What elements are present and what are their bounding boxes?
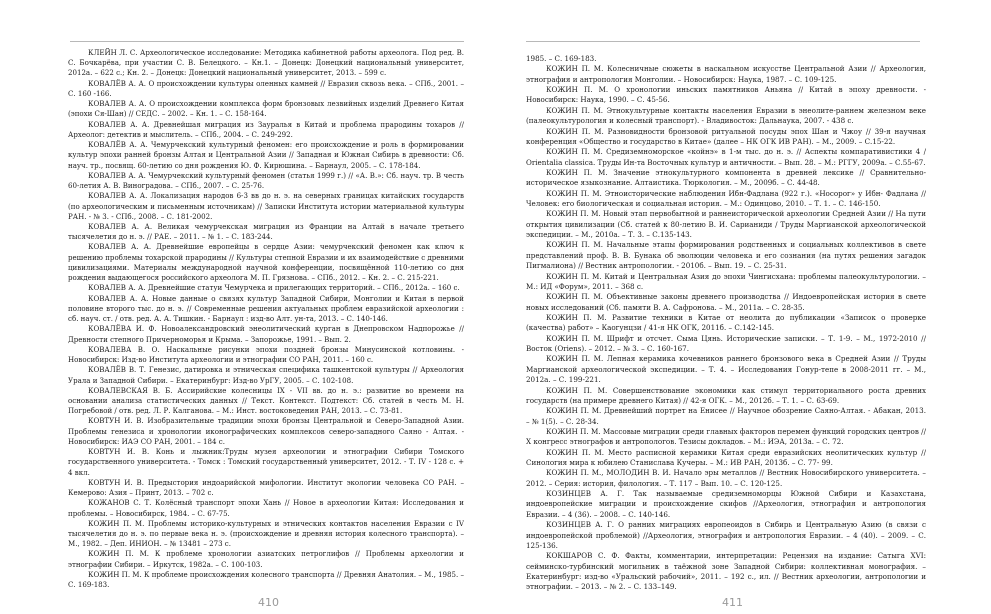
bibliography-entry: КОВАЛЕВ А. А. Локализация народов 6-3 вв до н. э. на северных границах китайских государств (по археологическим и письменным источникам) // Записки Института истории материальной культуры РАН. - № 3. - СПб., 2008. – С. 181-2002. <box>68 191 464 221</box>
bibliography-entry: КОВАЛЕВ А. А. О происхождении комплекса форм бронзовых лезвийных изделий Древнего Китая (эпохи Ся-Шан) // СЕДС. – 2002. – Кн. 1. – С. 158-164. <box>68 99 464 119</box>
bibliography-entry: КОВАЛЁВ А. А. Чемурчекский культурный феномен: его происхождение и роль в формировании культур эпохи ранней бронзы Алтая и Центральной Азии // Западная и Южная Сибирь в древности: Сб. науч. тр., посвящ. 60-летию со дня рождения Ю. Ф. Кирюшина. – Барнаул, 2005. – С. 178-184. <box>68 140 464 170</box>
bibliography-entry: КОВАЛЕВ А. А. Древнейшие европейцы в сердце Азии: чемурчекский феномен как ключ к решению проблемы тохарской прародины // Культуры степной Евразии и их взаимодействие с древними цивилизациями. Материалы международной научной конференции, посвящённой 110-летию со дня рождения выдающегося российского археолога М. П. Грязнова. – СПб., 2012. – Кн. 2. – С. 215-221. <box>68 242 464 283</box>
bibliography-entry: КОВТУН И. В. Конь и лыжник:Труды музея археологии и этнографии Сибири Томского государственного университета. - Томск : Томский государственный университет, 2012. - Т. IV - 128 с. + 4 вкл. <box>68 447 464 477</box>
right-page <box>496 0 991 614</box>
bibliography-entry: КОЖИН П. М. К проблеме происхождения колесного транспорта // Древняя Анатолия. – М., 1985. – С. 169-183. <box>68 569 464 590</box>
bibliography-entry: КОВАЛЕВ А. А. Древнейшая миграция из Зауралья в Китай и проблема прародины тохаров // Археолог: детектив и мыслитель. – СПб., 2004. – С. 249-292. <box>68 119 464 139</box>
left-page <box>0 0 495 614</box>
bibliography-entry: КОЖИН П. М. Место расписной керамики Китая среди евразийских неолитических культур // Синология мира к юбилею Станислава Кучеры. – М.: ИВ РАН, 2013б. – С. 77- 99. <box>526 447 926 468</box>
bibliography-entry: КОЖИН П. М. Китай и Центральная Азия до эпохи Чингисхана: проблемы палеокультурологии. – М.: ИД «Форум», 2011. – 368 с. <box>526 271 926 291</box>
bibliography-entry: КОВТУН И. В. Предыстория индоарийской мифологии. Институт экологии человека СО РАН. – Кемерово: Азия – Принт, 2013. – 702 с. <box>68 477 464 498</box>
bibliography-entry: КОВАЛЕВ А. А. Древнейшие статуи Чемурчека и прилегающих территорий. – СПб., 2012а. – 160 с. <box>88 283 460 293</box>
bibliography-entry: КОЖИН П. М. Этноисторические наблюдения Ибн-Фадлана (922 г.). «Носорог» у Ибн- Фадлана // Человек: его биологическая и социальная история. – М.: Одинцово, 2010. – Т. 1. – С. 146-150. <box>526 188 926 209</box>
bibliography-entry: КОВАЛЁВА И. Ф. Новоалександровский энеолитический курган в Днепровском Надпорожье // Древности степного Причерноморья и Крыма. – Запорожье, 1991. – Вып. 2. <box>68 324 464 344</box>
bibliography-entry: КОЖИН П. М. Проблемы историко-культурных и этнических контактов населения Евразии с IV тысячелетия до н. э. по первые века н. э. (происхождение и древняя история колесного транспорта). – М., 1982. – Деп. ИНИОН. – № 13481 – 273 с. <box>68 518 464 549</box>
bibliography-entry: КОЖИН П. М. Лепная керамика кочевников раннего бронзового века в Средней Азии // Труды Маргианской археологической экспедиции. – Т. 4. – Исследования Гонур-тепе в 2008-2011 гг. – М., 2012а. – С. 199-221. <box>526 354 926 385</box>
bibliography-entry: КОЗИНЦЕВ А. Г. Так называемые средиземноморцы Южной Сибири и Казахстана, индоевропейские миграции и происхождение скифов //Археология, этнография и антропология Евразии. – 4 (36). – 2008. – С. 140-146. <box>526 489 926 519</box>
page-number: 410 <box>258 596 279 609</box>
bibliography-entry: КОЖИН П. М. Этнокультурные контакты населения Евразии в энеолите-раннем железном веке (палеокультурология и колесный транспорт). - Владивосток: Дальнаука, 2007. - 438 с. <box>526 105 926 126</box>
bibliography-entry: КОКШАРОВ С. Ф. Факты, комментарии, интерпретации: Рецензия на издание: Сатыга XVI: сейминско-турбинский могильник в таёжной зоне Западной Сибири: коллективная монография. – Екатеринбург: изд-во «Уральский рабочий», 2011. – 192 с., ил. // Вестник археологии, антропологии и этнографии. – 2013. – № 2. – С. 133–149. <box>526 551 926 592</box>
bibliography-entry: КОВАЛЁВ В. Т. Генезис, датировка и этническая специфика ташкентской культуры // Археология Урала и Западной Сибири. – Екатеринбург: Изд-во УрГУ, 2005. – С. 102-108. <box>68 365 464 385</box>
continued-entry: 1985. – С. 169-183. <box>526 54 597 63</box>
bibliography-entry: КОЖИН П. М. К проблеме хронологии азиатских петроглифов // Проблемы археологии и этнографии Сибири. – Иркутск, 1982а. – С. 100-103. <box>68 549 464 569</box>
bibliography-entry: КОВАЛЕВ А. А. Великая чемурчекская миграция из Франции на Алтай в начале третьего тысячелетия до н. э. // РАЕ. – 2011. – № 1. – С. 183-244. <box>68 221 464 242</box>
bibliography-entry: КОЖИН П. М. Средиземноморское «койнэ» в 1-м тыс. до н. э. // Аспекты компаративистики 4 / Orientalia classica. Труды Ин-та Восточных культур и античности. – Вып. 28. – М.: РГГУ, 2009а. – С.55-67. <box>526 147 926 167</box>
bibliography-entry: КОЖИН П. М. Древнейший портрет на Енисее // Научное обозрение Саяно-Алтая. - Абакан, 2013. – № 1(5). – С. 28-34. <box>526 406 926 426</box>
bibliography-entry: КОЖИН П. М., МОЛОДИН В. И. Начало эры металлов // Вестник Новосибирского университета. – 2012. – Серия: история, филология. – Т. 117 – Вып. 10. – С. 120-125. <box>526 468 926 488</box>
header-rule <box>526 41 920 42</box>
bibliography-column <box>526 54 926 600</box>
bibliography-entry: КОЗИНЦЕВ А. Г. О ранних миграциях европеоидов в Сибирь и Центральную Азию (в связи с индоевропейской проблемой) //Археология, этнография и антропология Евразии. – 4 (40). – 2009. – С. 125-136. <box>526 520 926 550</box>
bibliography-entry: КОЖИН П. М. Совершенствование экономики как стимул территориального роста древних государств (на примере древнего Китая) // 42-я ОГК. – М., 2012б. – Т. 1. – С. 63-69. <box>526 385 926 405</box>
bibliography-entry: КОЖИН П. М. Шрифт и отсчет. Сыма Цянь. Исторические записки. – Т. 1-9. – М., 1972-2010 // Восток (Oriens). – 2012. – № 3. – С. 160-167. <box>526 333 926 354</box>
header-rule <box>70 41 464 42</box>
bibliography-entry: КОЖАНОВ С. Т. Колёсный транспорт эпохи Хань // Новое в археологии Китая: Исследования и проблемы. – Новосибирск, 1984. – С. 67-75. <box>68 498 464 518</box>
bibliography-entry: КОЖИН П. М. Массовые миграции среди главных факторов перемен функций городских центров // Х конгресс этнографов и антропологов. Тезисы докладов. – М.: ИЭА, 2013а. – С. 72. <box>526 426 926 447</box>
bibliography-entry: КОЖИН П. М. О хронологии иньских памятников Аньяна // Китай в эпоху древности. - Новосибирск: Наука, 1990. – С. 45-56. <box>526 85 926 105</box>
bibliography-entry: КОЖИН П. М. Начальные этапы формирования родственных и социальных коллективов в свете представлений проф. В. В. Бунака об эволюции человека и его сознания (на путях решения загадок Пигмалиона) // Вестник антропологии. - 2010б. – Вып. 19. – С. 25-31. <box>526 240 926 271</box>
bibliography-entry: КЛЕЙН Л. С. Археологическое исследование: Методика кабинетной работы археолога. Под ред. В. С. Бочкарёва, при участии С. В. Белецкого. – Кн.1. – Донецк: Донецкий национальный университет, 2012а. – 622 с.; Кн. 2. – Донецк: Донецкий национальный университет, 2013. – 599 с. <box>68 48 464 78</box>
bibliography-entry: КОЖИН П. М. Колесничные сюжеты в наскальном искусстве Центральной Азии // Археология, этнография и антропология Монголии. – Новосибирск: Наука, 1987. – С. 109-125. <box>526 64 926 84</box>
bibliography-entry: КОЖИН П. М. Новый этап первобытной и раннеисторической археологии Средней Азии // На пути открытия цивилизации (Сб. статей к 80-летию В. И. Сарианиди / Труды Маргианской археологической экспедиции. – М., 2010а. – Т. 3. – С.135-143. <box>526 209 926 240</box>
bibliography-entry: КОЖИН П. М. Объективные законы древнего производства // Индоевропейская история в свете новых исследований (Сб. памяти В. А. Сафронова. – М., 2011а. – С. 28-35. <box>526 292 926 312</box>
page-number: 411 <box>722 596 743 609</box>
bibliography-entry: КОВАЛЕВА В. О. Наскальные рисунки эпохи поздней бронзы Минусинской котловины. - Новосибирск: Изд-во Института археологии и этнографии СО РАН, 2011. – 160 с. <box>68 344 464 365</box>
bibliography-entry: КОВАЛЕВСКАЯ В. Б. Ассирийские колесницы IX - VII вв. до н. э.: развитие во времени на основании анализа статистических данных // Текст. Контекст. Подтекст: Сб. статей в честь М. Н. Погребовой / отв. ред. Л. Р. Калганова. – М.: Инст. востоковедения РАН, 2013. – С. 73-81. <box>68 385 464 416</box>
bibliography-entry: КОВАЛЁВ А. А. О происхождении культуры оленных камней // Евразия сквозь века. – СПб., 2001. – С. 160 -166. <box>68 78 464 98</box>
bibliography-column <box>68 48 464 598</box>
bibliography-entry: КОВАЛЕВ А. А. Чемурчекский культурный феномен (статья 1999 г.) // «А. В.»: Сб. науч. тр. В честь 60-летия А. В. Виноградова. – СПб., 2007. – С. 25-76. <box>68 170 464 191</box>
bibliography-entry: КОВАЛЕВ А. А. Новые данные о связях культур Западной Сибири, Монголии и Китая в первой половине второго тыс. до н. э. // Современные решения актуальных проблем евразийской археологии : сб. науч. ст. / отв. ред. А. А. Тишкин. - Барнаул : изд-во Алт. ун-та, 2013. – С. 140-146. <box>68 293 464 324</box>
bibliography-entry: КОЖИН П. М. Развитие техники в Китае от неолита до публикации «Записок о проверке (качества) работ» – Каогунцзи / 41-я НК ОГК, 2011б. – С.142-145. <box>526 312 926 333</box>
bibliography-entry: КОЖИН П. М. Разновидности бронзовой ритуальной посуды эпох Шан и Чжоу // 39-я научная конференция «Общество и государство в Китае» (далее – НК ОГК ИВ РАН). – М., 2009. – С.15-22. <box>526 126 926 146</box>
bibliography-entry: КОВТУН И. В. Изобразительные традиции эпохи бронзы Центральной и Северо-Западной Азии. Проблемы генезиса и хронологии иконографических комплексов северо-западного Саяно - Алтая. - Новосибирск: ИАЭ СО РАН, 2001. – 184 с. <box>68 416 464 446</box>
bibliography-entry: КОЖИН П. М. Значение этнокультурного компонента в древней лексике // Сравнительно-историческое языкознание. Алтаистика. Тюркология. – М., 2009б. – С. 44-48. <box>526 167 926 188</box>
